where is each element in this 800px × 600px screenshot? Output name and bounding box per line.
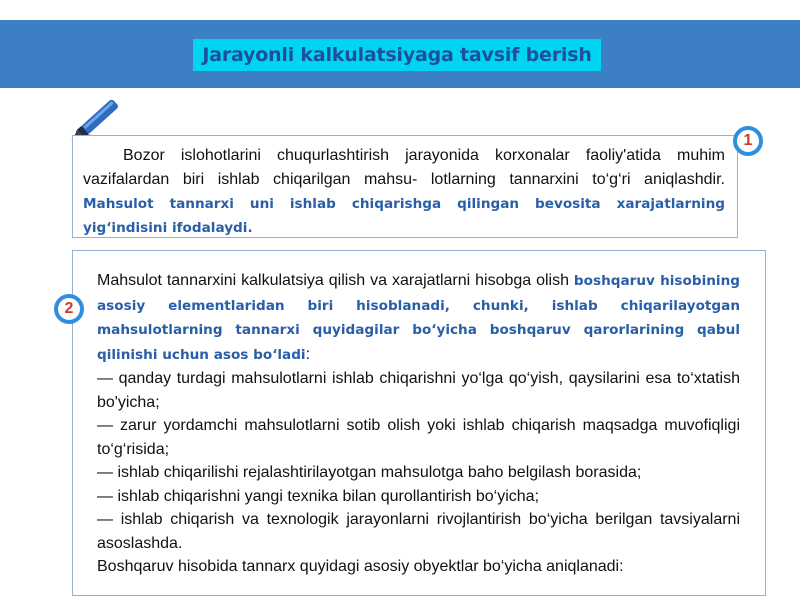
section-2-badge bbox=[54, 294, 84, 324]
section-2-intro bbox=[97, 269, 740, 367]
list-item: — ishlab chiqarishni yangi texnika bilan qurollantirish bo‘yicha; bbox=[97, 487, 540, 505]
title-highlight bbox=[193, 39, 601, 71]
section-2-intro-colon: : bbox=[305, 345, 311, 363]
section-1-box bbox=[72, 135, 738, 238]
section-1-badge bbox=[733, 126, 763, 156]
section-1-accent: Mahsulot tannarxi uni ishlab chiqarishga qilingan bevosita xarajatlarning yig‘indisini ifodalaydi. bbox=[83, 196, 725, 236]
list-item: — ishlab chiqarish va texnologik jarayonlarni rivojlantirish bo‘yicha berilgan tavsiyalarni asoslashda. bbox=[97, 511, 740, 552]
section-2-box bbox=[72, 250, 766, 596]
section-2-closing: Boshqaruv hisobida tannarx quyidagi asosiy obyektlar bo‘yicha aniqlanadi: bbox=[97, 558, 624, 575]
section-2-intro-accent: boshqaruv hisobining asosiy elementlaridan biri hisoblanadi, chunki, ishlab chiqarilayotgan mahsulotlarning tannarxi quyidagilar bo‘yicha boshqaruv qarorlarining qabul qilinishi uchun asos bo‘ladi bbox=[97, 273, 740, 363]
page-title: Jarayonli kalkulatsiyaga tavsif berish bbox=[202, 44, 592, 66]
section-1-text bbox=[83, 144, 725, 240]
badge-number: 1 bbox=[743, 132, 753, 149]
list-item: — zarur yordamchi mahsulotlarni sotib olish yoki ishlab chiqarish maqsadga muvofiqligi to‘g‘risida; bbox=[97, 417, 740, 458]
section-2-intro-plain: Mahsulot tannarxini kalkulatsiya qilish va xarajatlarni hisobga olish bbox=[97, 272, 569, 289]
list-item: — qanday turdagi mahsulotlarni ishlab chiqarishni yo‘lga qo‘yish, qaysilarini esa to‘xtatish bo'yicha; bbox=[97, 370, 740, 411]
badge-number: 2 bbox=[64, 300, 74, 317]
section-1-plain: Bozor islohotlarini chuqurlashtirish jarayonida korxonalar faoliy'atida muhim vazifalardan biri ishlab chiqarilgan mahsu- lotlarning tannarxini to‘g‘ri aniqlashdir. bbox=[83, 147, 725, 188]
section-2-text bbox=[97, 269, 740, 579]
list-item: — ishlab chiqarilishi rejalashtirilayotgan mahsulotga baho belgilash borasida; bbox=[97, 464, 642, 481]
